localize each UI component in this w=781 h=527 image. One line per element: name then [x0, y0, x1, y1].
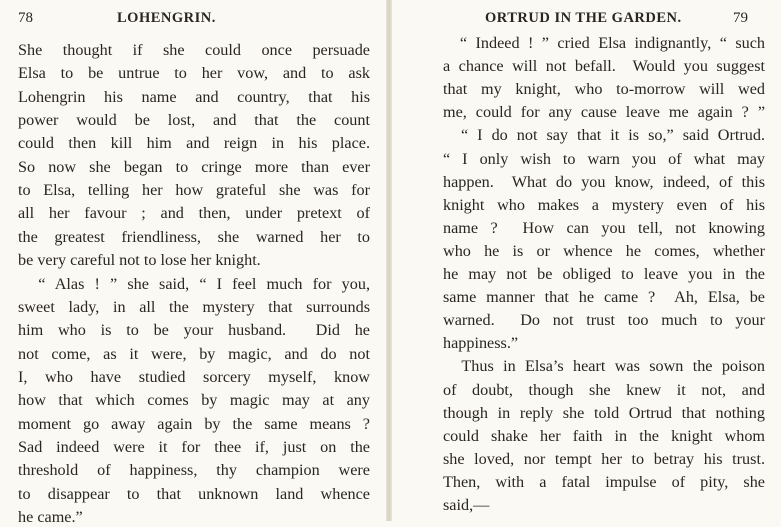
text-line: “ I do not say that it is so,” said Ortrud. — [443, 126, 765, 145]
right-page — [390, 0, 781, 521]
text-line: he may not be obliged to leave you in the — [443, 265, 765, 283]
text-line: “ Alas ! ” she said, “ I feel much for you, — [18, 274, 370, 293]
text-line: power would be lost, and that the count — [18, 111, 370, 130]
text-line: warned. Do not trust too much to your — [443, 311, 765, 330]
text-line: So now she began to cringe more than ever — [18, 157, 370, 176]
running-header-right: ORTRUD IN THE GARDEN. — [485, 10, 682, 26]
text-line: him who is to be your husband. Did he — [18, 321, 370, 340]
left-page — [0, 0, 388, 526]
text-line: Then, with a fatal impulse of pity, she — [443, 472, 765, 491]
text-line: “ Indeed ! ” cried Elsa indignantly, “ such — [443, 34, 765, 52]
text-line: could then kill him and reign in his place. — [18, 134, 370, 153]
text-line: “ I only wish to warn you of what may — [443, 149, 765, 168]
text-line: be very careful not to lose her knight. — [18, 251, 261, 270]
text-line: happen. What do you know, indeed, of this — [443, 172, 765, 191]
text-line: same manner that he came ? Ah, Elsa, be — [443, 288, 765, 307]
text-line: name ? How can you tell, not knowing — [443, 218, 765, 237]
text-line: Sad indeed were it for thee if, just on the — [18, 437, 370, 456]
text-line: not come, as it were, by magic, and do not — [18, 344, 370, 363]
text-line: moment go away again by the same means ? — [18, 414, 370, 433]
text-line: threshold of happiness, thy champion were — [18, 461, 370, 480]
text-line: she loved, nor tempt her to betray his trust. — [443, 449, 765, 468]
text-line: could shake her faith in the knight whom — [443, 426, 765, 445]
text-line: who he is or whence he comes, whether — [443, 241, 765, 260]
text-line: the greatest friendliness, she warned her to — [18, 227, 370, 246]
text-line: how that which comes by magic may at any — [18, 391, 370, 410]
text-line: I, who have studied sorcery myself, know — [18, 367, 370, 386]
text-line: all her favour ; and then, under pretext of — [18, 204, 370, 223]
page-number-left: 78 — [18, 10, 33, 26]
text-line: that my knight, who to-morrow will wed — [443, 80, 765, 99]
text-line: Thus in Elsa’s heart was sown the poison — [443, 357, 765, 376]
text-line: Lohengrin his name and country, that his — [18, 87, 370, 106]
text-line: to disappear to that unknown land whence — [18, 484, 370, 503]
page-number-right: 79 — [733, 10, 748, 26]
text-line: sweet lady, in all the mystery that surrounds — [18, 297, 370, 316]
text-line: to Elsa, telling her how grateful she was for — [18, 181, 370, 200]
text-line: She thought if she could once persuade — [18, 41, 370, 59]
text-line: of doubt, though she knew it not, and — [443, 380, 765, 399]
running-header-left: LOHENGRIN. — [117, 10, 216, 26]
text-line: happiness.” — [443, 334, 519, 353]
text-line: knight who makes a mystery even of his — [443, 195, 765, 214]
text-line: said,— — [443, 496, 490, 514]
text-line: me, could for any cause leave me again ? ” — [443, 103, 765, 122]
text-line: Elsa to be untrue to her vow, and to ask — [18, 64, 370, 83]
text-line: though in reply she told Ortrud that nothing — [443, 403, 765, 422]
text-line: a chance will not befall. Would you suggest — [443, 57, 765, 76]
text-line: he came.” — [18, 508, 83, 526]
